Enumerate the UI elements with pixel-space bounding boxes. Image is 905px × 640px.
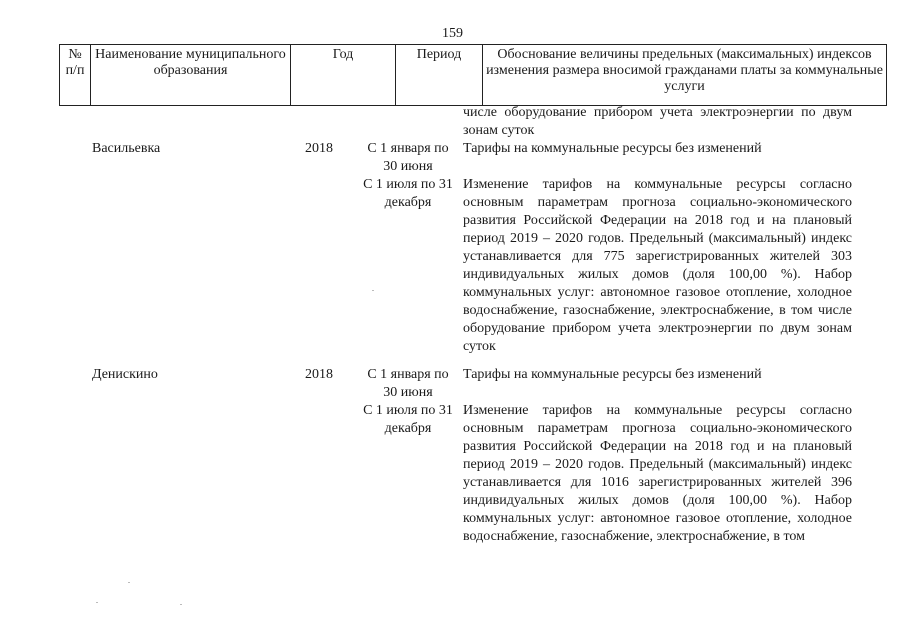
header-year: Год xyxy=(291,45,396,106)
page-number: 159 xyxy=(442,26,463,41)
scan-speck xyxy=(96,602,98,603)
period-second-half: С 1 июля по 31 декабря xyxy=(363,177,453,210)
year-value: 2018 xyxy=(305,367,333,382)
municipality-name: Васильевка xyxy=(92,141,161,156)
municipality-name: Денискино xyxy=(92,367,158,382)
period-first-half: С 1 января по 30 июня xyxy=(367,367,449,400)
header-justification: Обоснование величины предельных (максимальных) индексов изменения размера вносимой гражданами платы за коммунальные услуги xyxy=(483,45,887,106)
scan-speck xyxy=(180,604,182,605)
justification-second-half: Изменение тарифов на коммунальные ресурсы согласно основным параметрам прогноза социально-экономического развития Российской Федерации на 2018 год и на плановый период 2019 – 2020 годов. Предельный (максимальный) индекс устанавливается для 775 зарегистрированных жителей 303 индивидуальных жилых домов (доля 100,00 %). Набор коммунальных услуг: автономное газовое отопление, холодное водоснабжение, газоснабжение, электроснабжение, в том числе оборудование прибором учета электроэнергии по двум зонам суток xyxy=(463,177,852,354)
justification-first-half: Тарифы на коммунальные ресурсы без изменений xyxy=(463,141,762,156)
justification-first-half: Тарифы на коммунальные ресурсы без изменений xyxy=(463,367,762,382)
justification-second-half: Изменение тарифов на коммунальные ресурсы согласно основным параметрам прогноза социально-экономического развития Российской Федерации на 2018 год и на плановый период 2019 – 2020 годов. Предельный (максимальный) индекс устанавливается для 1016 зарегистрированных жителей 396 индивидуальных жилых домов (доля 100,00 %). Набор коммунальных услуг: автономное газовое отопление, холодное водоснабжение, газоснабжение, электроснабжение, в том xyxy=(463,403,852,544)
header-municipality: Наименование муниципального образования xyxy=(91,45,291,106)
period-first-half: С 1 января по 30 июня xyxy=(367,141,449,174)
year-value: 2018 xyxy=(305,141,333,156)
period-second-half: С 1 июля по 31 декабря xyxy=(363,403,453,436)
scan-speck xyxy=(128,582,130,583)
scan-speck xyxy=(372,290,374,291)
continuation-text: числе оборудование прибором учета электроэнергии по двум зонам суток xyxy=(463,105,852,138)
header-period: Период xyxy=(396,45,483,106)
header-number: № п/п xyxy=(60,45,91,106)
